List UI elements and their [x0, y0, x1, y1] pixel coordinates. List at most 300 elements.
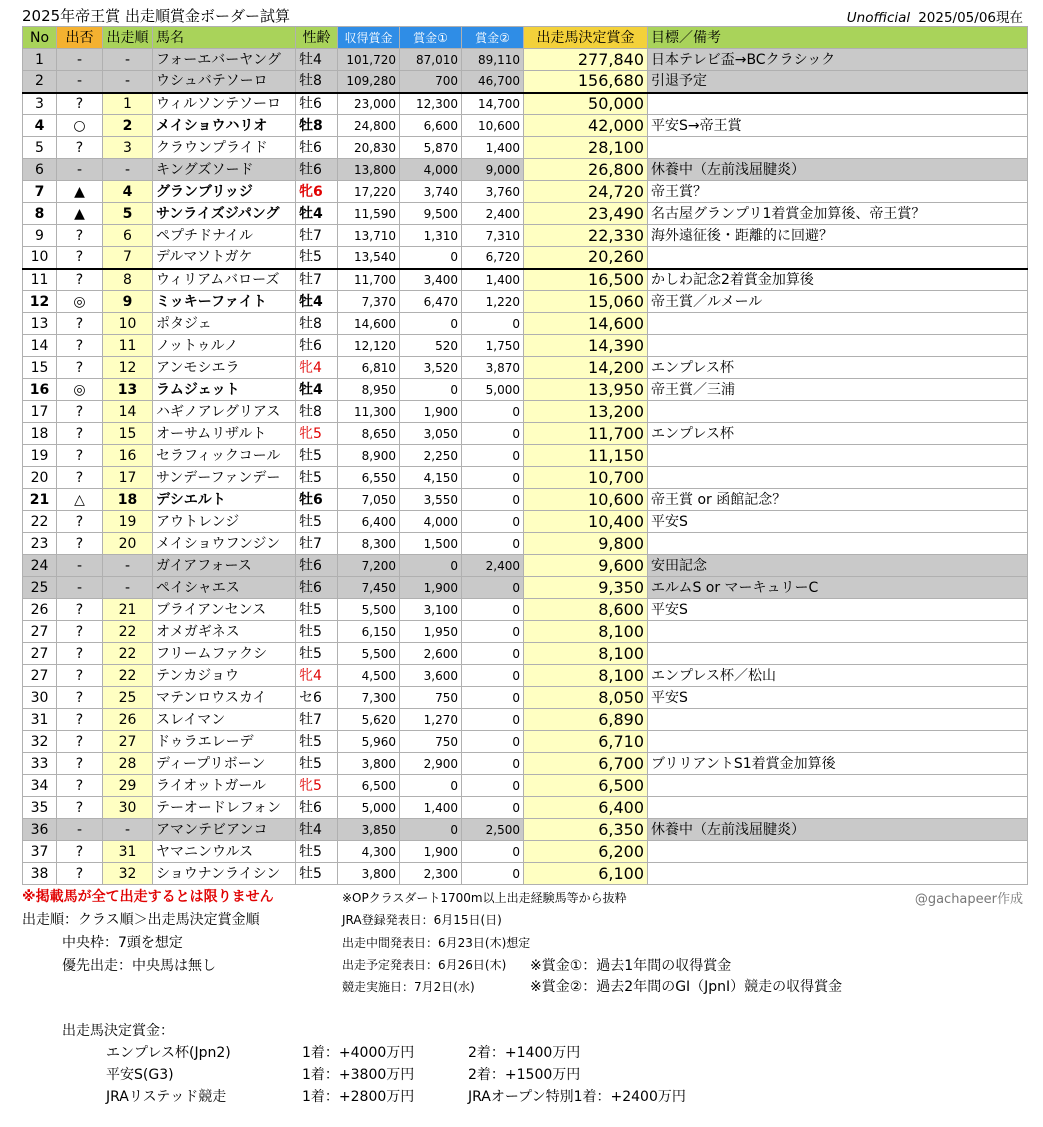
- row-prize2: 0: [462, 709, 524, 731]
- row-note: 平安S: [648, 599, 1028, 621]
- row-prize2: 0: [462, 599, 524, 621]
- row-prize2: 1,400: [462, 269, 524, 291]
- row-prize2: 0: [462, 401, 524, 423]
- row-name: ミッキーファイト: [153, 291, 296, 313]
- row-no: 34: [23, 775, 57, 797]
- row-prize1: 0: [400, 313, 462, 335]
- row-sex: 牝6: [296, 181, 338, 203]
- row-status: ?: [57, 643, 103, 665]
- table-row: [23, 643, 1028, 665]
- row-note: [648, 863, 1028, 885]
- row-note: 帝王賞？: [648, 181, 1028, 203]
- border-table: [22, 26, 1028, 885]
- row-no: 5: [23, 137, 57, 159]
- row-prize1: 2,900: [400, 753, 462, 775]
- mid-ann-date: 出走中間発表日：6月23日(木)想定: [342, 936, 531, 950]
- row-prize1: 0: [400, 819, 462, 841]
- row-prize2: 89,110: [462, 49, 524, 71]
- row-status: ?: [57, 533, 103, 555]
- row-earn: 12,120: [338, 335, 400, 357]
- row-prize1: 3,600: [400, 665, 462, 687]
- as-of-label: [847, 6, 1023, 26]
- row-name: ノットゥルノ: [153, 335, 296, 357]
- col-sex: 性齢: [296, 27, 338, 49]
- row-prize1: 6,470: [400, 291, 462, 313]
- row-prize2: 0: [462, 313, 524, 335]
- row-earn: 5,620: [338, 709, 400, 731]
- row-earn: 13,800: [338, 159, 400, 181]
- row-status: -: [57, 71, 103, 93]
- row-total: 9,600: [524, 555, 648, 577]
- row-prize1: 2,300: [400, 863, 462, 885]
- table-row: [23, 775, 1028, 797]
- row-total: 6,350: [524, 819, 648, 841]
- row-no: 11: [23, 269, 57, 291]
- row-earn: 6,400: [338, 511, 400, 533]
- row-no: 7: [23, 181, 57, 203]
- row-note: 名古屋グランプリ1着賞金加算後、帝王賞？: [648, 203, 1028, 225]
- row-prize1: 3,100: [400, 599, 462, 621]
- col-no: No: [23, 27, 57, 49]
- row-order: 32: [103, 863, 153, 885]
- row-name: ハギノアレグリアス: [153, 401, 296, 423]
- row-note: エンプレス杯: [648, 423, 1028, 445]
- row-sex: 牡5: [296, 445, 338, 467]
- row-prize1: 1,950: [400, 621, 462, 643]
- row-sex: 牡6: [296, 335, 338, 357]
- row-prize1: 6,600: [400, 115, 462, 137]
- row-no: 21: [23, 489, 57, 511]
- row-total: 10,700: [524, 467, 648, 489]
- col-total: 出走馬決定賞金: [524, 27, 648, 49]
- row-name: テーオードレフォン: [153, 797, 296, 819]
- row-sex: 牡8: [296, 71, 338, 93]
- row-prize2: 0: [462, 489, 524, 511]
- row-note: [648, 775, 1028, 797]
- row-no: 26: [23, 599, 57, 621]
- row-no: 1: [23, 49, 57, 71]
- row-earn: 6,500: [338, 775, 400, 797]
- row-order: 27: [103, 731, 153, 753]
- row-note: [648, 841, 1028, 863]
- row-name: アンモシエラ: [153, 357, 296, 379]
- row-prize1: 700: [400, 71, 462, 93]
- row-no: 37: [23, 841, 57, 863]
- table-row: [23, 467, 1028, 489]
- row-prize1: 0: [400, 247, 462, 269]
- row-status: ?: [57, 357, 103, 379]
- row-no: 9: [23, 225, 57, 247]
- order-rule: 出走順：クラス順＞出走馬決定賞金順: [22, 912, 260, 928]
- row-no: 3: [23, 93, 57, 115]
- row-prize1: 520: [400, 335, 462, 357]
- table-row: [23, 159, 1028, 181]
- row-order: -: [103, 49, 153, 71]
- row-sex: 牡7: [296, 269, 338, 291]
- row-total: 6,400: [524, 797, 648, 819]
- row-total: 13,200: [524, 401, 648, 423]
- row-order: 6: [103, 225, 153, 247]
- table-row: [23, 819, 1028, 841]
- row-order: 14: [103, 401, 153, 423]
- row-name: フォーエバーヤング: [153, 49, 296, 71]
- table-row: [23, 335, 1028, 357]
- row-earn: 7,200: [338, 555, 400, 577]
- row-sex: 牡6: [296, 555, 338, 577]
- row-order: -: [103, 819, 153, 841]
- table-row: [23, 313, 1028, 335]
- row-total: 277,840: [524, 49, 648, 71]
- decision-second-2: 2着：+1500万円: [468, 1067, 581, 1083]
- row-total: 16,500: [524, 269, 648, 291]
- row-no: 10: [23, 247, 57, 269]
- row-name: ウシュバテソーロ: [153, 71, 296, 93]
- row-sex: 牡6: [296, 577, 338, 599]
- row-total: 6,890: [524, 709, 648, 731]
- row-note: [648, 93, 1028, 115]
- row-note: ブリリアントS1着賞金加算後: [648, 753, 1028, 775]
- row-prize1: 1,900: [400, 841, 462, 863]
- row-order: -: [103, 159, 153, 181]
- row-note: 帝王賞／三浦: [648, 379, 1028, 401]
- row-prize2: 1,400: [462, 137, 524, 159]
- row-prize2: 10,600: [462, 115, 524, 137]
- row-no: 32: [23, 731, 57, 753]
- row-sex: 牡6: [296, 797, 338, 819]
- row-order: 5: [103, 203, 153, 225]
- decision-first-2: 1着：+3800万円: [302, 1067, 415, 1083]
- row-prize2: 0: [462, 665, 524, 687]
- col-order: 出走順: [103, 27, 153, 49]
- row-note: 平安S: [648, 511, 1028, 533]
- row-prize2: 0: [462, 511, 524, 533]
- row-prize1: 1,900: [400, 401, 462, 423]
- row-sex: 牡7: [296, 225, 338, 247]
- row-total: 10,600: [524, 489, 648, 511]
- table-row: [23, 665, 1028, 687]
- row-status: ?: [57, 863, 103, 885]
- row-no: 38: [23, 863, 57, 885]
- row-status: ?: [57, 401, 103, 423]
- row-total: 8,100: [524, 621, 648, 643]
- row-earn: 3,850: [338, 819, 400, 841]
- row-earn: 5,000: [338, 797, 400, 819]
- row-status: ?: [57, 137, 103, 159]
- row-order: -: [103, 555, 153, 577]
- row-name: オメガギネス: [153, 621, 296, 643]
- row-name: ショウナンライシン: [153, 863, 296, 885]
- row-status: ?: [57, 511, 103, 533]
- row-name: ディープリボーン: [153, 753, 296, 775]
- decision-first-3: 1着：+2800万円: [302, 1089, 415, 1105]
- decision-race-2: 平安S(G3): [106, 1067, 174, 1083]
- page-title: 2025年帝王賞 出走順賞金ボーダー試算: [22, 7, 290, 25]
- row-no: 17: [23, 401, 57, 423]
- row-no: 18: [23, 423, 57, 445]
- row-sex: 牡8: [296, 313, 338, 335]
- row-name: アウトレンジ: [153, 511, 296, 533]
- row-earn: 5,500: [338, 643, 400, 665]
- row-total: 14,390: [524, 335, 648, 357]
- row-total: 8,100: [524, 665, 648, 687]
- row-order: 13: [103, 379, 153, 401]
- row-prize1: 0: [400, 555, 462, 577]
- row-status: ?: [57, 687, 103, 709]
- row-order: 21: [103, 599, 153, 621]
- row-earn: 6,550: [338, 467, 400, 489]
- row-prize1: 750: [400, 731, 462, 753]
- row-sex: 牝4: [296, 665, 338, 687]
- row-order: 17: [103, 467, 153, 489]
- row-prize2: 0: [462, 533, 524, 555]
- row-note: [648, 247, 1028, 269]
- row-no: 13: [23, 313, 57, 335]
- row-order: -: [103, 577, 153, 599]
- table-row: [23, 445, 1028, 467]
- row-sex: 牡6: [296, 137, 338, 159]
- row-sex: 牝4: [296, 357, 338, 379]
- row-sex: 牡5: [296, 643, 338, 665]
- row-sex: 牡4: [296, 819, 338, 841]
- row-earn: 5,500: [338, 599, 400, 621]
- row-total: 6,500: [524, 775, 648, 797]
- decision-first-1: 1着：+4000万円: [302, 1045, 415, 1061]
- col-earn: 収得賞金: [338, 27, 400, 49]
- table-row: [23, 841, 1028, 863]
- row-total: 8,100: [524, 643, 648, 665]
- row-status: ?: [57, 313, 103, 335]
- central-slots: 中央枠：7頭を想定: [62, 935, 183, 951]
- row-note: [648, 709, 1028, 731]
- table-row: [23, 599, 1028, 621]
- row-earn: 109,280: [338, 71, 400, 93]
- prize1-note: ※賞金①：過去1年間の収得賞金: [530, 958, 732, 974]
- row-name: メイショウハリオ: [153, 115, 296, 137]
- row-name: ウィルソンテソーロ: [153, 93, 296, 115]
- row-note: [648, 533, 1028, 555]
- row-note: [648, 467, 1028, 489]
- row-prize2: 0: [462, 577, 524, 599]
- row-no: 27: [23, 621, 57, 643]
- row-name: マテンロウスカイ: [153, 687, 296, 709]
- row-prize2: 46,700: [462, 71, 524, 93]
- row-status: ?: [57, 753, 103, 775]
- row-earn: 5,960: [338, 731, 400, 753]
- row-note: エルムS or マーキュリーC: [648, 577, 1028, 599]
- row-status: ?: [57, 269, 103, 291]
- col-name: 馬名: [153, 27, 296, 49]
- table-row: [23, 291, 1028, 313]
- row-prize2: 3,760: [462, 181, 524, 203]
- row-earn: 4,500: [338, 665, 400, 687]
- header-row: [23, 27, 1028, 49]
- row-prize1: 3,550: [400, 489, 462, 511]
- row-status: -: [57, 159, 103, 181]
- row-prize2: 0: [462, 797, 524, 819]
- row-total: 42,000: [524, 115, 648, 137]
- row-earn: 6,810: [338, 357, 400, 379]
- table-row: [23, 203, 1028, 225]
- row-status: ?: [57, 841, 103, 863]
- row-prize2: 5,000: [462, 379, 524, 401]
- row-no: 19: [23, 445, 57, 467]
- row-earn: 6,150: [338, 621, 400, 643]
- row-total: 9,350: [524, 577, 648, 599]
- row-name: キングズソード: [153, 159, 296, 181]
- row-prize2: 0: [462, 687, 524, 709]
- row-sex: 牡4: [296, 379, 338, 401]
- row-status: ◎: [57, 291, 103, 313]
- row-status: ?: [57, 93, 103, 115]
- row-order: 25: [103, 687, 153, 709]
- row-name: ペプチドナイル: [153, 225, 296, 247]
- table-row: [23, 269, 1028, 291]
- row-note: [648, 621, 1028, 643]
- row-note: [648, 335, 1028, 357]
- credit: @gachapeer作成: [914, 892, 1023, 907]
- row-total: 11,150: [524, 445, 648, 467]
- row-earn: 11,300: [338, 401, 400, 423]
- priority-rule: 優先出走：中央馬は無し: [62, 958, 216, 974]
- row-no: 14: [23, 335, 57, 357]
- row-no: 8: [23, 203, 57, 225]
- row-note: [648, 137, 1028, 159]
- row-earn: 14,600: [338, 313, 400, 335]
- row-status: ?: [57, 335, 103, 357]
- row-status: ?: [57, 247, 103, 269]
- row-no: 2: [23, 71, 57, 93]
- row-prize1: 4,150: [400, 467, 462, 489]
- row-prize2: 0: [462, 731, 524, 753]
- row-note: 休養中（左前浅屈腱炎）: [648, 159, 1028, 181]
- row-name: グランブリッジ: [153, 181, 296, 203]
- row-sex: 牡4: [296, 291, 338, 313]
- row-no: 15: [23, 357, 57, 379]
- col-note: 目標／備考: [648, 27, 1028, 49]
- row-name: テンカジョウ: [153, 665, 296, 687]
- row-total: 28,100: [524, 137, 648, 159]
- row-order: 18: [103, 489, 153, 511]
- row-prize1: 87,010: [400, 49, 462, 71]
- row-earn: 13,710: [338, 225, 400, 247]
- row-sex: 牡8: [296, 401, 338, 423]
- row-name: セラフィックコール: [153, 445, 296, 467]
- row-earn: 17,220: [338, 181, 400, 203]
- row-earn: 13,540: [338, 247, 400, 269]
- prize2-note: ※賞金②：過去2年間のGI（JpnI）競走の収得賞金: [530, 979, 843, 995]
- row-order: 10: [103, 313, 153, 335]
- row-total: 9,800: [524, 533, 648, 555]
- row-order: -: [103, 71, 153, 93]
- row-order: 28: [103, 753, 153, 775]
- plan-ann-date: 出走予定発表日：6月26日(木): [342, 958, 507, 972]
- row-order: 12: [103, 357, 153, 379]
- as-of-date: 2025/05/06現在: [918, 10, 1023, 26]
- row-prize1: 0: [400, 379, 462, 401]
- row-status: -: [57, 555, 103, 577]
- row-order: 16: [103, 445, 153, 467]
- row-sex: 牡5: [296, 841, 338, 863]
- row-status: ?: [57, 467, 103, 489]
- table-row: [23, 181, 1028, 203]
- row-note: [648, 401, 1028, 423]
- row-prize1: 4,000: [400, 159, 462, 181]
- row-order: 31: [103, 841, 153, 863]
- row-order: 4: [103, 181, 153, 203]
- table-row: [23, 687, 1028, 709]
- row-order: 7: [103, 247, 153, 269]
- row-no: 33: [23, 753, 57, 775]
- row-note: かしわ記念2着賞金加算後: [648, 269, 1028, 291]
- row-total: 8,600: [524, 599, 648, 621]
- table-row: [23, 709, 1028, 731]
- row-order: 30: [103, 797, 153, 819]
- row-status: △: [57, 489, 103, 511]
- row-total: 156,680: [524, 71, 648, 93]
- row-name: ブライアンセンス: [153, 599, 296, 621]
- row-prize2: 2,400: [462, 203, 524, 225]
- row-earn: 8,300: [338, 533, 400, 555]
- row-name: ドゥラエレーデ: [153, 731, 296, 753]
- row-status: -: [57, 819, 103, 841]
- row-prize2: 1,220: [462, 291, 524, 313]
- row-sex: 牡5: [296, 621, 338, 643]
- row-prize1: 1,500: [400, 533, 462, 555]
- row-earn: 3,800: [338, 863, 400, 885]
- row-status: ?: [57, 731, 103, 753]
- row-prize1: 4,000: [400, 511, 462, 533]
- row-prize2: 0: [462, 775, 524, 797]
- table-row: [23, 49, 1028, 71]
- row-note: エンプレス杯／松山: [648, 665, 1028, 687]
- row-no: 31: [23, 709, 57, 731]
- row-note: 休養中（左前浅屈腱炎）: [648, 819, 1028, 841]
- row-total: 50,000: [524, 93, 648, 115]
- row-no: 20: [23, 467, 57, 489]
- row-sex: 牡5: [296, 863, 338, 885]
- row-total: 11,700: [524, 423, 648, 445]
- table-row: [23, 423, 1028, 445]
- row-no: 6: [23, 159, 57, 181]
- decision-second-3: JRAオープン特別1着：+2400万円: [468, 1089, 686, 1105]
- row-order: 8: [103, 269, 153, 291]
- warning-text: ※掲載馬が全て出走するとは限りません: [22, 889, 274, 905]
- row-prize2: 0: [462, 621, 524, 643]
- row-status: ?: [57, 599, 103, 621]
- row-order: 29: [103, 775, 153, 797]
- row-name: ペイシャエス: [153, 577, 296, 599]
- table-row: [23, 115, 1028, 137]
- decision-race-1: エンプレス杯(Jpn2): [106, 1045, 231, 1061]
- row-name: ヤマニンウルス: [153, 841, 296, 863]
- row-sex: 牡4: [296, 49, 338, 71]
- row-sex: 牡6: [296, 93, 338, 115]
- row-prize1: 3,520: [400, 357, 462, 379]
- row-status: ?: [57, 665, 103, 687]
- row-earn: 7,370: [338, 291, 400, 313]
- row-prize2: 7,310: [462, 225, 524, 247]
- col-status: 出否: [57, 27, 103, 49]
- row-prize2: 9,000: [462, 159, 524, 181]
- row-prize2: 0: [462, 467, 524, 489]
- row-prize1: 2,250: [400, 445, 462, 467]
- row-earn: 11,590: [338, 203, 400, 225]
- row-no: 4: [23, 115, 57, 137]
- row-status: ▲: [57, 203, 103, 225]
- row-prize1: 5,870: [400, 137, 462, 159]
- col-prize1: 賞金①: [400, 27, 462, 49]
- row-order: 2: [103, 115, 153, 137]
